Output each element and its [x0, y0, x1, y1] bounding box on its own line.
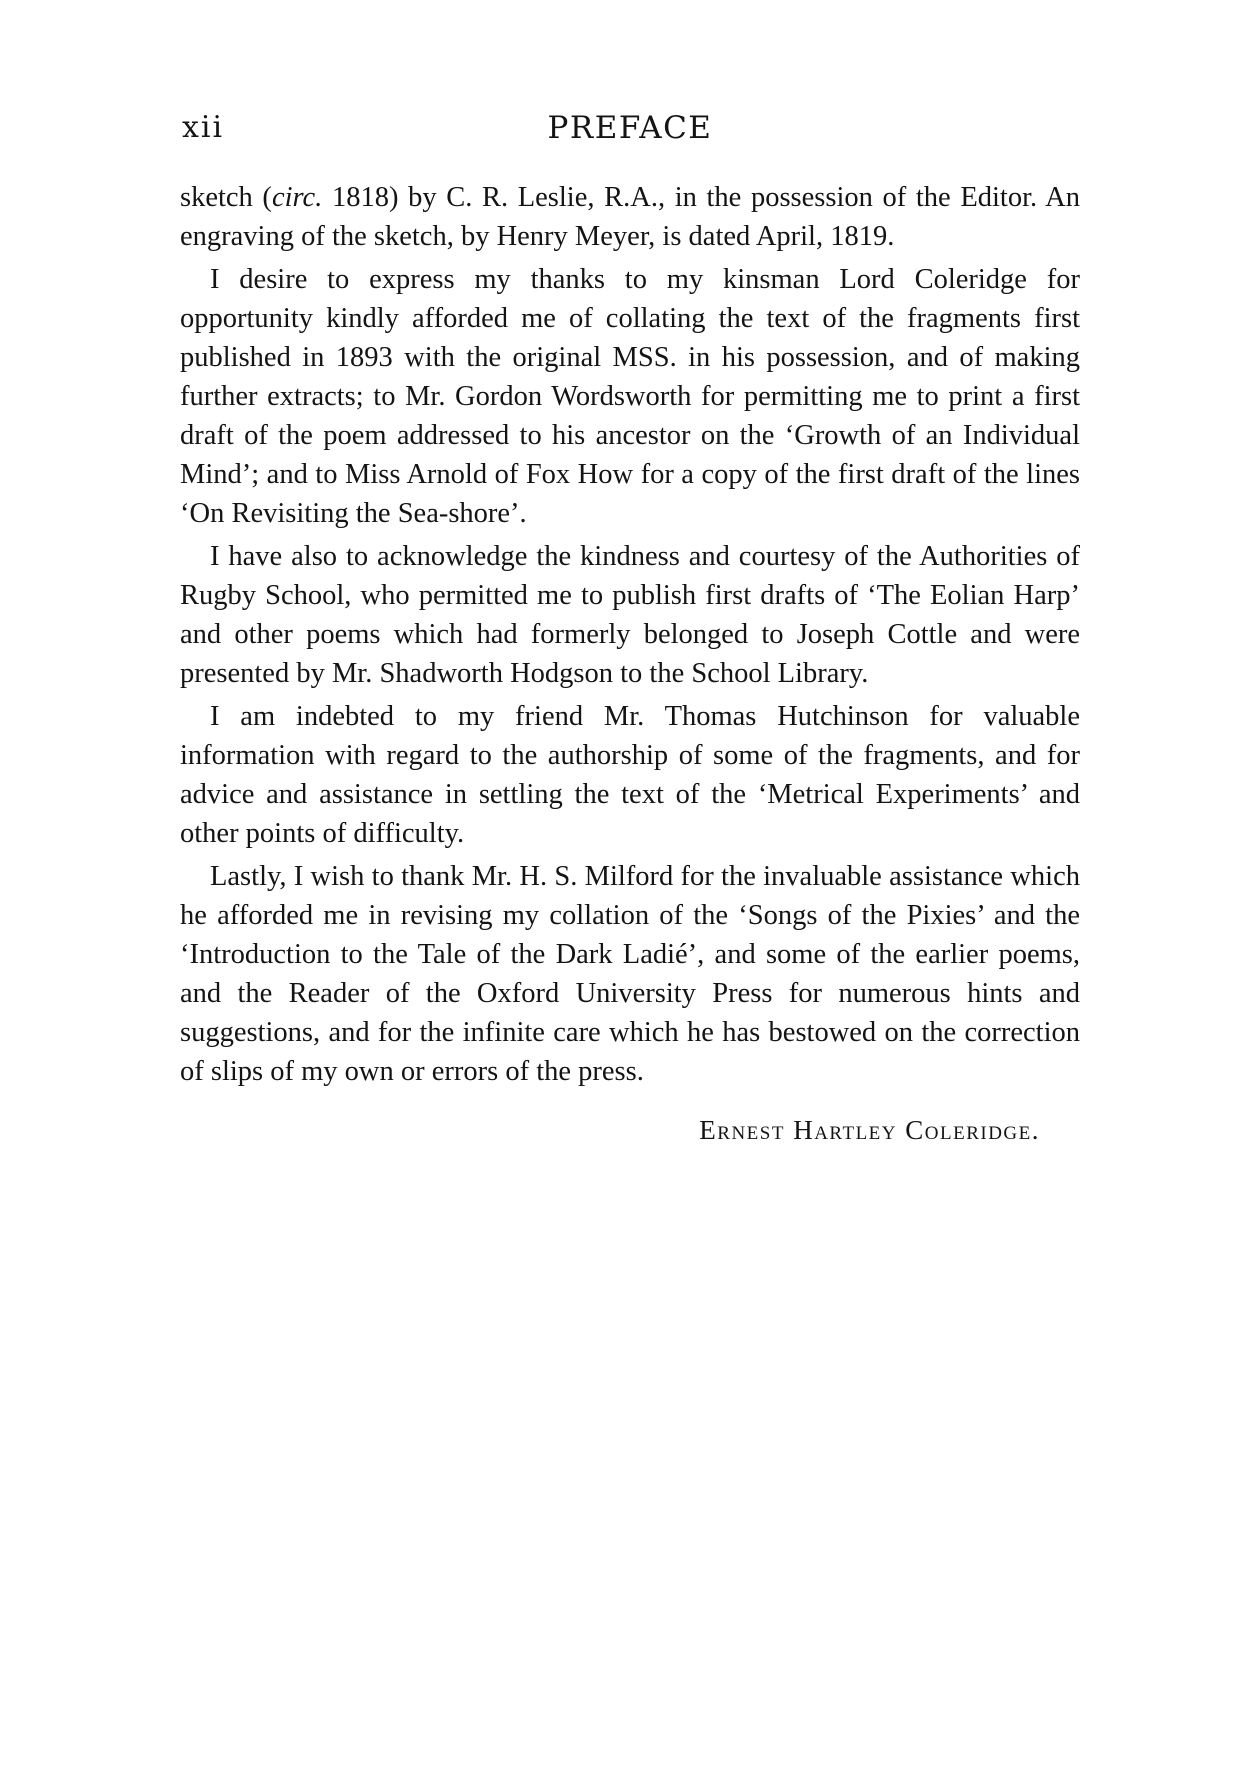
paragraph-rugby-school: I have also to acknowledge the kindness and courtesy of the Authorities of Rugby School, who permitted me to publish first drafts of ‘The Eolian Harp’ and other poems which had formerly belonged to Joseph Cottle and were presented by Mr. Shadworth Hodgson to the School Library. — [180, 541, 1080, 689]
running-title: PREFACE — [547, 110, 713, 146]
paragraph-portrait-note-lead: sketch ( — [180, 182, 272, 213]
author-signature: Ernest Hartley Coleridge. — [699, 1115, 1040, 1145]
preface-body — [180, 178, 1080, 1091]
paragraph-thanks-lord-coleridge: I desire to express my thanks to my kinsman Lord Coleridge for opportunity kindly afforded me of collating the text of the fragments first published in 1893 with the original MSS. in his possession, and of making further extracts; to Mr. Gordon Wordsworth for permitting me to print a first draft of the poem addressed to his ancestor on the ‘Growth of an Individual Mind’; and to Miss Arnold of Fox How for a copy of the first draft of the lines ‘On Revisiting the Sea-shore’. — [180, 264, 1080, 529]
book-page — [180, 110, 1080, 1710]
page-number: xii — [182, 110, 225, 145]
running-head — [180, 110, 1080, 158]
paragraph-milford: Lastly, I wish to thank Mr. H. S. Milford for the invaluable assistance which he afforded me in revising my collation of the ‘Songs of the Pixies’ and the ‘Introduction to the Tale of the Dark Ladié’, and some of the earlier poems, and the Reader of the Oxford University Press for numerous hints and suggestions, and for the infinite care which he has bestowed on the correction of slips of my own or errors of the press. — [180, 861, 1080, 1087]
paragraph-hutchinson: I am indebted to my friend Mr. Thomas Hutchinson for valuable information with regard to the authorship of some of the fragments, and for advice and assistance in settling the text of the ‘Metrical Experiments’ and other points of difficulty. — [180, 701, 1080, 849]
circa-abbreviation: circ. — [271, 182, 323, 213]
paragraph-portrait-note-rest: 1818) by C. R. Leslie, R.A., in the possession of the Editor. An engraving of the sketch, by Henry Meyer, is dated April, 1819. — [180, 182, 1080, 252]
paragraph-portrait-note — [180, 178, 1080, 256]
